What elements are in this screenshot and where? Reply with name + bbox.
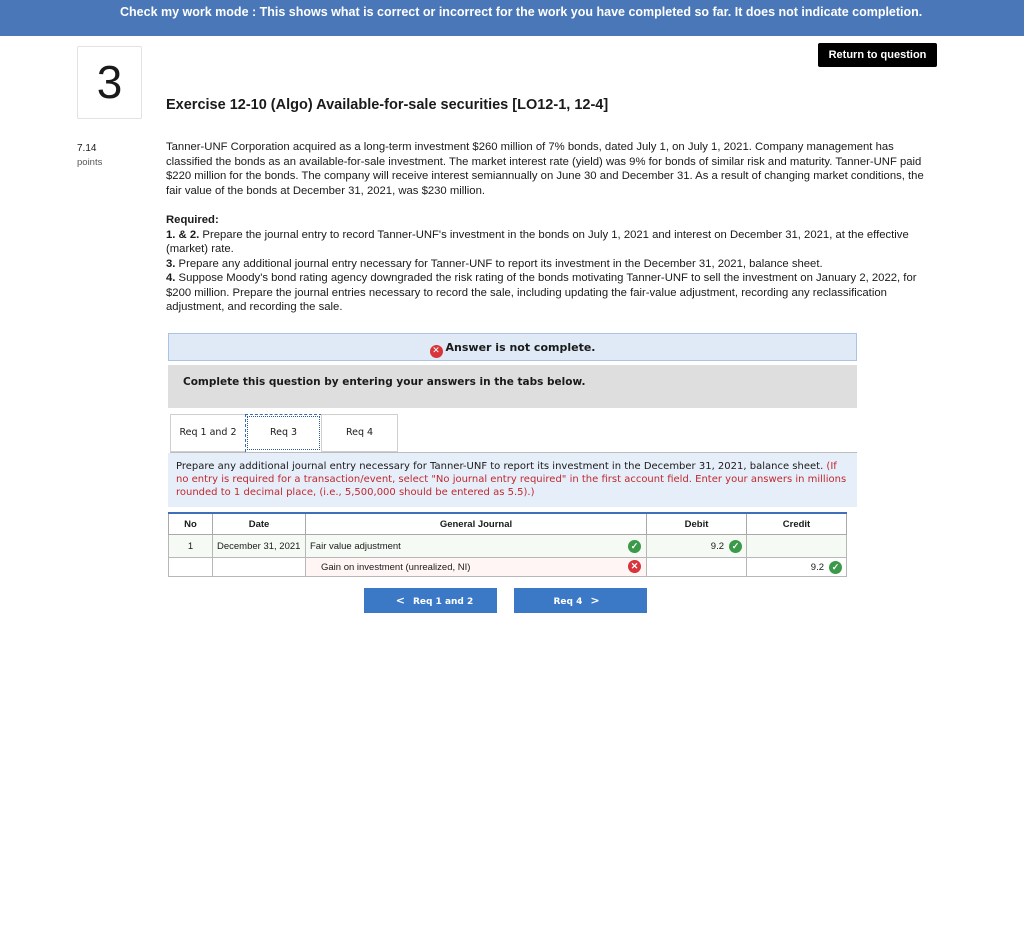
required-item: 1. & 2. Prepare the journal entry to record Tanner-UNF's investment in the bonds on July 1, 2021 and interest on December 31, 2021, at the effective (market) rate. [166, 228, 909, 255]
required-item: 4. Suppose Moody's bond rating agency downgraded the risk rating of the bonds motivating Tanner-UNF to sell the investment on January 2, 2022, for $200 million. Prepare the journal entries necessary to record the sale, including updating the fair-value adjustment, recording any reclassification adjustment, and recording the sale. [166, 272, 917, 313]
tab-req-3[interactable]: Req 3 [245, 414, 322, 452]
debit-field[interactable] [647, 535, 747, 558]
question-number: 3 [77, 46, 142, 119]
problem-paragraph: Tanner-UNF Corporation acquired as a long-term investment $260 million of 7% bonds, dated July 1, on July 1, 2021. Company management has classified the bonds as an available-for-sale investment. The market interest rate (yield) was 9% for bonds of similar risk and maturity. Tanner-UNF paid $220 million for the bonds. The company will receive interest semiannually on June 30 and December 31. As a result of changing market conditions, the fair value of the bonds at December 31, 2021, was $230 million. [166, 141, 924, 197]
table-row [169, 558, 847, 577]
journal-header-row [169, 513, 847, 535]
header-credit: Credit [747, 513, 847, 535]
banner-text: Check my work mode : This shows what is correct or incorrect for the work you have completed so far. It does not indicate completion. [120, 5, 923, 19]
date-field[interactable] [213, 558, 306, 577]
debit-field[interactable] [647, 558, 747, 577]
tab-req-1-and-2[interactable]: Req 1 and 2 [170, 414, 246, 452]
credit-field[interactable] [747, 558, 847, 577]
account-name: Fair value adjustment [310, 540, 401, 552]
credit-field[interactable] [747, 535, 847, 558]
prev-tab-button[interactable] [364, 588, 497, 613]
required-heading: Required: [166, 214, 219, 226]
req-tabs [170, 414, 397, 452]
check-work-banner [0, 0, 1024, 36]
entry-number [169, 558, 213, 577]
correct-check-icon: ✓ [829, 561, 842, 574]
incorrect-x-icon: ✕ [628, 560, 641, 573]
chevron-left-icon: < [395, 594, 405, 607]
header-no: No [169, 513, 213, 535]
error-icon: ✕ [430, 345, 443, 358]
instructions-note: (If no entry is required for a transaction/event, select "No journal entry required" in the first account field. Enter your answers in millions rounded to 1 decimal place, (i.e., 5,500,000 should be entered as 5.5).) [176, 461, 847, 498]
return-to-question-button[interactable]: Return to question [818, 43, 937, 67]
complete-prompt-box [168, 365, 857, 408]
header-date: Date [213, 513, 306, 535]
prev-label: Req 1 and 2 [412, 597, 474, 607]
credit-value: 9.2 [810, 561, 824, 573]
exercise-title: Exercise 12-10 (Algo) Available-for-sale securities [LO12-1, 12-4] [166, 97, 609, 113]
next-tab-button[interactable] [514, 588, 647, 613]
account-field[interactable] [306, 535, 647, 558]
instructions-main: Prepare any additional journal entry necessary for Tanner-UNF to report its investment in the December 31, 2021, balance sheet. [176, 461, 824, 472]
answer-status-alert [168, 333, 857, 361]
debit-value: 9.2 [710, 540, 724, 552]
account-field[interactable] [306, 558, 647, 577]
entry-number: 1 [169, 535, 213, 558]
journal-table [168, 512, 847, 577]
required-section [166, 213, 926, 315]
points-value: 7.14 [77, 143, 97, 154]
tab-req-4[interactable]: Req 4 [321, 414, 398, 452]
header-debit: Debit [647, 513, 747, 535]
date-field[interactable]: December 31, 2021 [213, 535, 306, 558]
correct-check-icon: ✓ [729, 540, 742, 553]
header-general-journal: General Journal [306, 513, 647, 535]
alert-text: Answer is not complete. [445, 341, 596, 354]
chevron-right-icon: > [590, 594, 600, 607]
required-item: 3. Prepare any additional journal entry necessary for Tanner-UNF to report its investment in the December 31, 2021, balance sheet. [166, 257, 823, 270]
points-label: points [77, 157, 103, 168]
complete-prompt: Complete this question by entering your answers in the tabs below. [183, 376, 586, 388]
instructions [168, 453, 857, 507]
next-label: Req 4 [553, 597, 583, 607]
correct-check-icon: ✓ [628, 540, 641, 553]
account-name: Gain on investment (unrealized, NI) [321, 561, 471, 573]
table-row [169, 535, 847, 558]
